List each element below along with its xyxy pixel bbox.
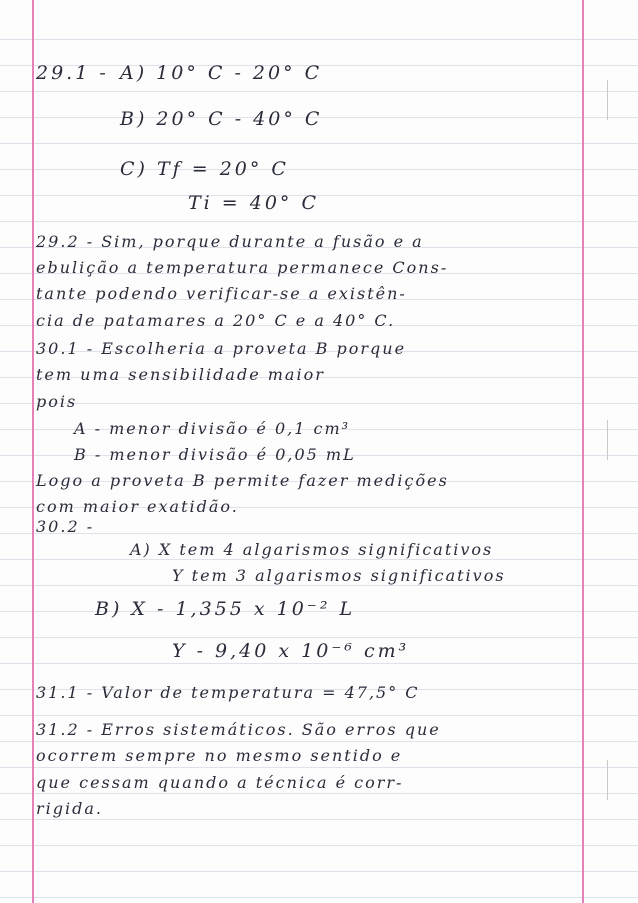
- answer-31-2-line-3: que cessam quando a técnica é corr-: [36, 773, 404, 792]
- answer-29-2-line-3: tante podendo verificar-se a existên-: [36, 284, 407, 303]
- left-margin-line: [32, 0, 34, 903]
- right-margin-line: [582, 0, 584, 903]
- answer-29-1-c: C) Tf = 20° C: [120, 158, 289, 180]
- answer-30-1-line-7: com maior exatidão.: [36, 497, 239, 516]
- answer-29-1-b: B) 20° C - 40° C: [120, 108, 323, 130]
- binding-mark: [607, 760, 608, 800]
- answer-30-1-line-6: Logo a proveta B permite fazer medições: [36, 471, 449, 490]
- answer-29-1-a: A) 10° C - 20° C: [120, 62, 323, 84]
- binding-mark: [607, 80, 608, 120]
- answer-30-2-b2: Y - 9,40 x 10⁻⁶ cm³: [172, 640, 410, 662]
- answer-30-2-a1: A) X tem 4 algarismos significativos: [130, 540, 494, 559]
- answer-30-1-line-2: tem uma sensibilidade maior: [36, 365, 325, 384]
- answer-31-2-line-1: 31.2 - Erros sistemáticos. São erros que: [36, 720, 441, 739]
- answer-30-1-line-5: B - menor divisão é 0,05 mL: [74, 445, 356, 464]
- binding-mark: [607, 420, 608, 460]
- answer-30-2-a2: Y tem 3 algarismos significativos: [172, 566, 506, 585]
- answer-31-2-line-2: ocorrem sempre no mesmo sentido e: [36, 746, 403, 765]
- answer-30-1-line-1: 30.1 - Escolheria a proveta B porque: [36, 339, 407, 358]
- answer-30-1-line-3: pois: [36, 392, 78, 411]
- answer-30-1-line-4: A - menor divisão é 0,1 cm³: [74, 419, 351, 438]
- answer-29-2-line-1: 29.2 - Sim, porque durante a fusão e a: [36, 232, 424, 251]
- answer-29-1-c2: Ti = 40° C: [188, 192, 320, 214]
- answer-31-1: 31.1 - Valor de temperatura = 47,5° C: [36, 683, 420, 702]
- answer-29-2-line-4: cia de patamares a 20° C e a 40° C.: [36, 311, 396, 330]
- answer-29-2-line-2: ebulição a temperatura permanece Cons-: [36, 258, 449, 277]
- answer-29-1-label: 29.1 -: [36, 62, 109, 84]
- answer-30-2-label: 30.2 -: [36, 517, 95, 536]
- answer-31-2-line-4: rigida.: [36, 799, 103, 818]
- answer-30-2-b1: B) X - 1,355 x 10⁻² L: [95, 598, 356, 620]
